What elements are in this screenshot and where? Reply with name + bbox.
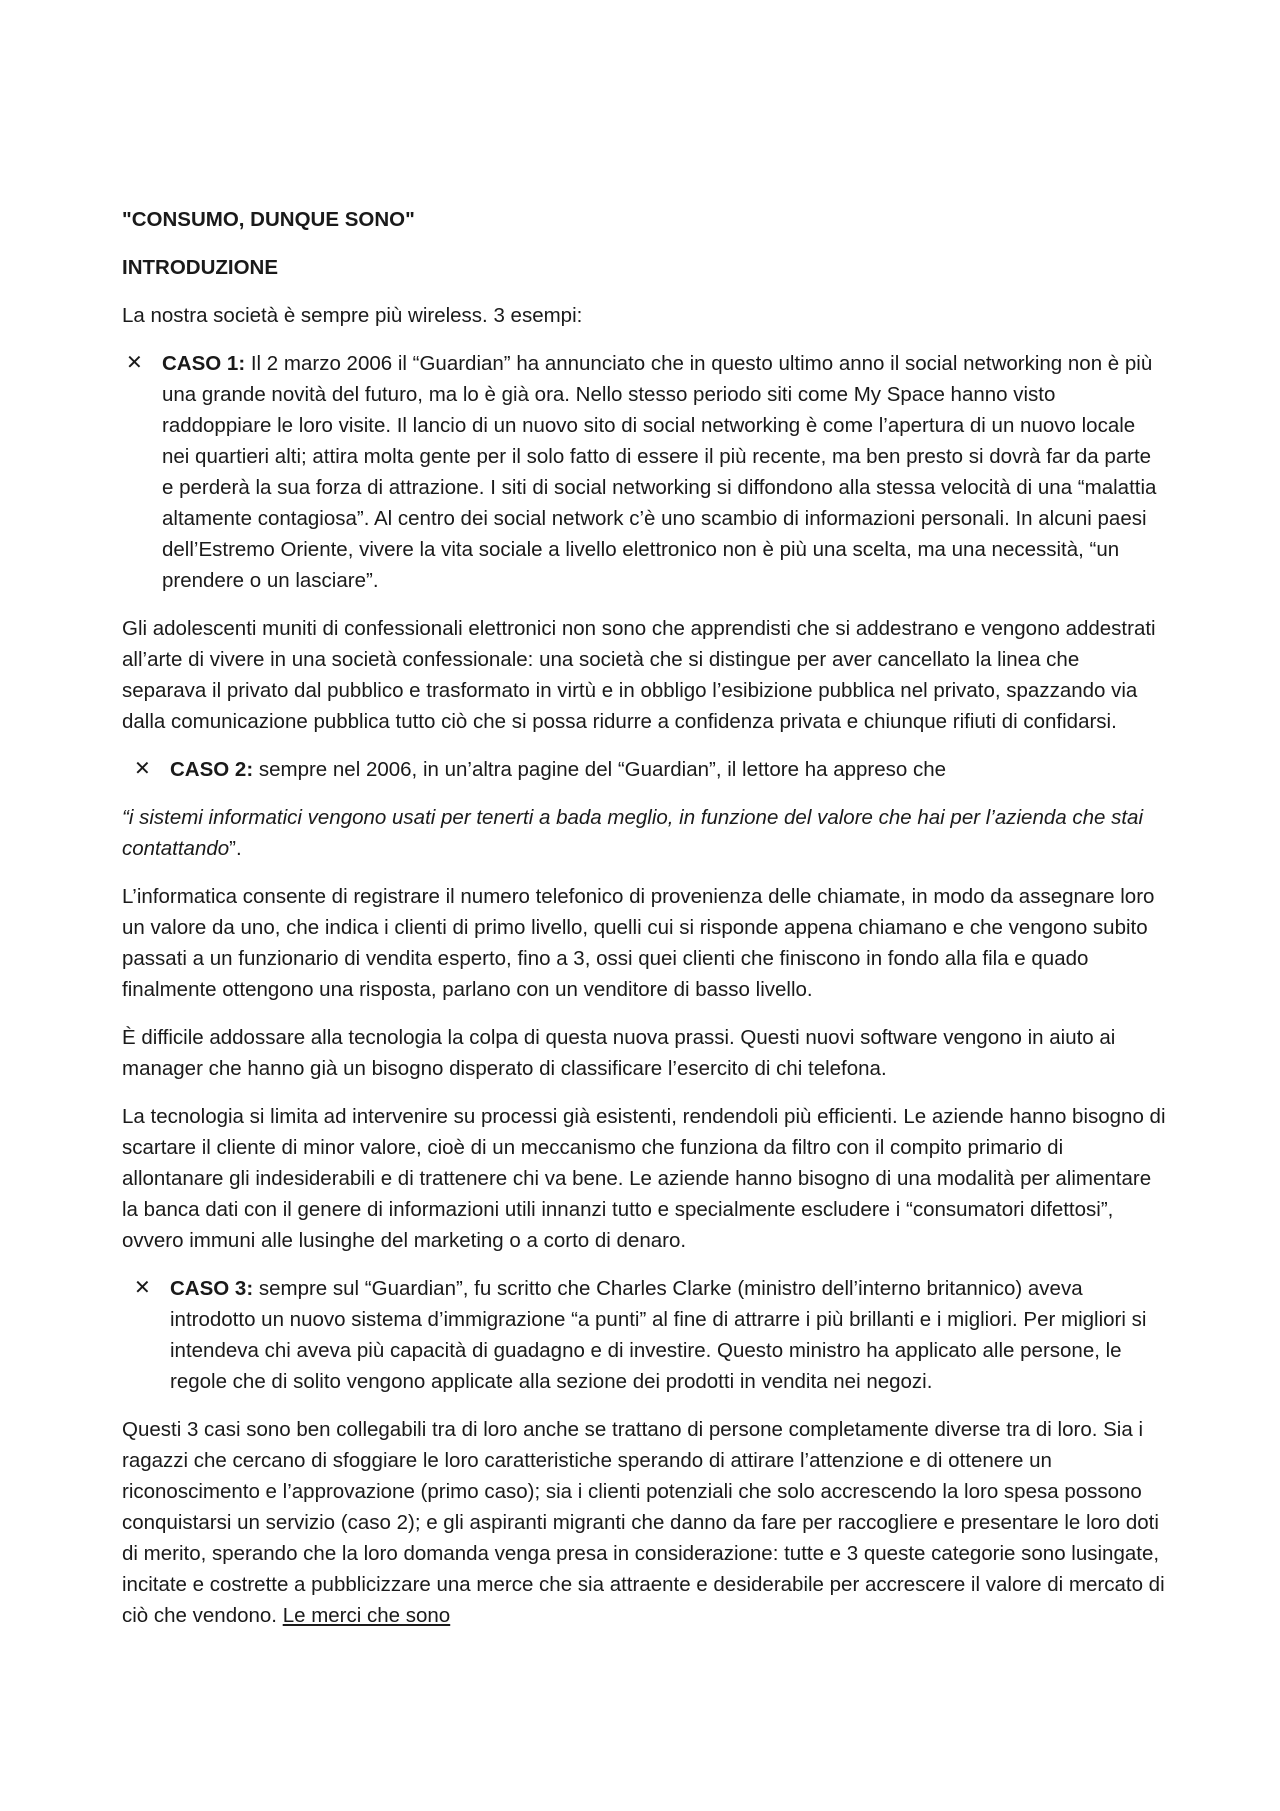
quote-paragraph [122, 802, 1168, 864]
case-label: CASO 2: [170, 758, 254, 781]
quote-italic-text: “i sistemi informatici vengono usati per tenerti a bada meglio, in funzione del valore che hai per l’azienda che stai contattando [122, 806, 1144, 860]
list-item-caso-1 [122, 348, 1168, 596]
conclusion-text: Questi 3 casi sono ben collegabili tra di loro anche se trattano di persone completamente diverse tra di loro. Sia i ragazzi che cercano di sfoggiare le loro caratteristiche sperando di attirare l’attenzione e di ottenere un riconoscimento e l’approvazione (primo caso); sia i clienti potenziali che solo accrescendo la loro spesa possono conquistarsi un servizio (caso 2); e gli aspiranti migranti che danno da fare per raccogliere e presentare le loro doti di merito, sperando che la loro domanda venga presa in considerazione: tutte e 3 queste categorie sono lusingate, incitate e costrette a pubblicizzare una merce che sia attraente e desiderabile per accrescere il valore di mercato di ciò che vendono. [122, 1418, 1165, 1627]
case-text: sempre nel 2006, in un’altra pagine del “Guardian”, il lettore ha appreso che [253, 758, 947, 781]
paragraph-adolescents: Gli adolescenti muniti di confessionali elettronici non sono che apprendisti che si addestrano e vengono addestrati all’arte di vivere in una società confessionale: una società che si distingue per aver cancellato la linea che separava il privato dal pubblico e trasformato in virtù e in obbligo l’esibizione pubblica nel privato, spazzando via dalla comunicazione pubblica tutto ciò che si possa ridurre a confidenza privata e chiunque rifiuti di confidarsi. [122, 617, 1156, 733]
document-title: "CONSUMO, DUNQUE SONO" [122, 208, 415, 231]
paragraph-difficile: È difficile addossare alla tecnologia la colpa di questa nuova prassi. Questi nuovi software vengono in aiuto ai manager che hanno già un bisogno disperato di classificare l’esercito di chi telefona. [122, 1026, 1116, 1080]
paragraph-conclusion [122, 1414, 1168, 1631]
case-label: CASO 3: [170, 1277, 254, 1300]
paragraph-informatica: L’informatica consente di registrare il numero telefonico di provenienza delle chiamate, in modo da assegnare loro un valore da uno, che indica i clienti di primo livello, quelli cui si risponde appena chiamano e che vengono subito passati a un funzionario di vendita esperto, fino a 3, ossi quei clienti che finiscono in fondo alla fila e quado finalmente ottengono una risposta, parlano con un venditore di basso livello. [122, 885, 1155, 1001]
x-bullet-icon: ✕ [126, 352, 143, 374]
document-page [122, 204, 1168, 1648]
x-bullet-icon: ✕ [134, 758, 151, 780]
paragraph-tecnologia: La tecnologia si limita ad intervenire su processi già esistenti, rendendoli più efficienti. Le aziende hanno bisogno di scartare il cliente di minor valore, cioè di un meccanismo che funziona da filtro con il compito primario di allontanare gli indesiderabili e di trattenere chi va bene. Le aziende hanno bisogno di una modalità per alimentare la banca dati con il genere di informazioni utili innanzi tutto e specialmente escludere i “consumatori difettosi”, ovvero immuni alle lusinghe del marketing o a corto di denaro. [122, 1105, 1166, 1252]
list-item-caso-3 [122, 1273, 1168, 1397]
intro-line: La nostra società è sempre più wireless. 3 esempi: [122, 304, 583, 327]
list-item-caso-2 [122, 754, 1168, 785]
case-text: Il 2 marzo 2006 il “Guardian” ha annunciato che in questo ultimo anno il social networking non è più una grande novità del futuro, ma lo è già ora. Nello stesso periodo siti come My Space hanno visto raddoppiare le loro visite. Il lancio di un nuovo sito di social networking è come l’apertura di un nuovo locale nei quartieri alti; attira molta gente per il solo fatto di essere il più recente, ma ben presto si dovrà far da parte e perderà la sua forza di attrazione. I siti di social networking si diffondono alla stessa velocità di una “malattia altamente contagiosa”. Al centro dei social network c’è uno scambio di informazioni personali. In alcuni paesi dell’Estremo Oriente, vivere la vita sociale a livello elettronico non è più una scelta, ma una necessità, “un prendere o un lasciare”. [162, 352, 1157, 592]
conclusion-underlined-text: Le merci che sono [282, 1604, 451, 1627]
case-label: CASO 1: [162, 352, 246, 375]
section-heading-introduzione: INTRODUZIONE [122, 256, 279, 279]
case-text: sempre sul “Guardian”, fu scritto che Charles Clarke (ministro dell’interno britannico) aveva introdotto un nuovo sistema d’immigrazione “a punti” al fine di attrarre i più brillanti e i migliori. Per migliori si intendeva chi aveva più capacità di guadagno e di investire. Questo ministro ha applicato alle persone, le regole che di solito vengono applicate alla sezione dei prodotti in vendita nei negozi. [170, 1277, 1147, 1393]
x-bullet-icon: ✕ [134, 1277, 151, 1299]
quote-end: ”. [229, 837, 242, 860]
